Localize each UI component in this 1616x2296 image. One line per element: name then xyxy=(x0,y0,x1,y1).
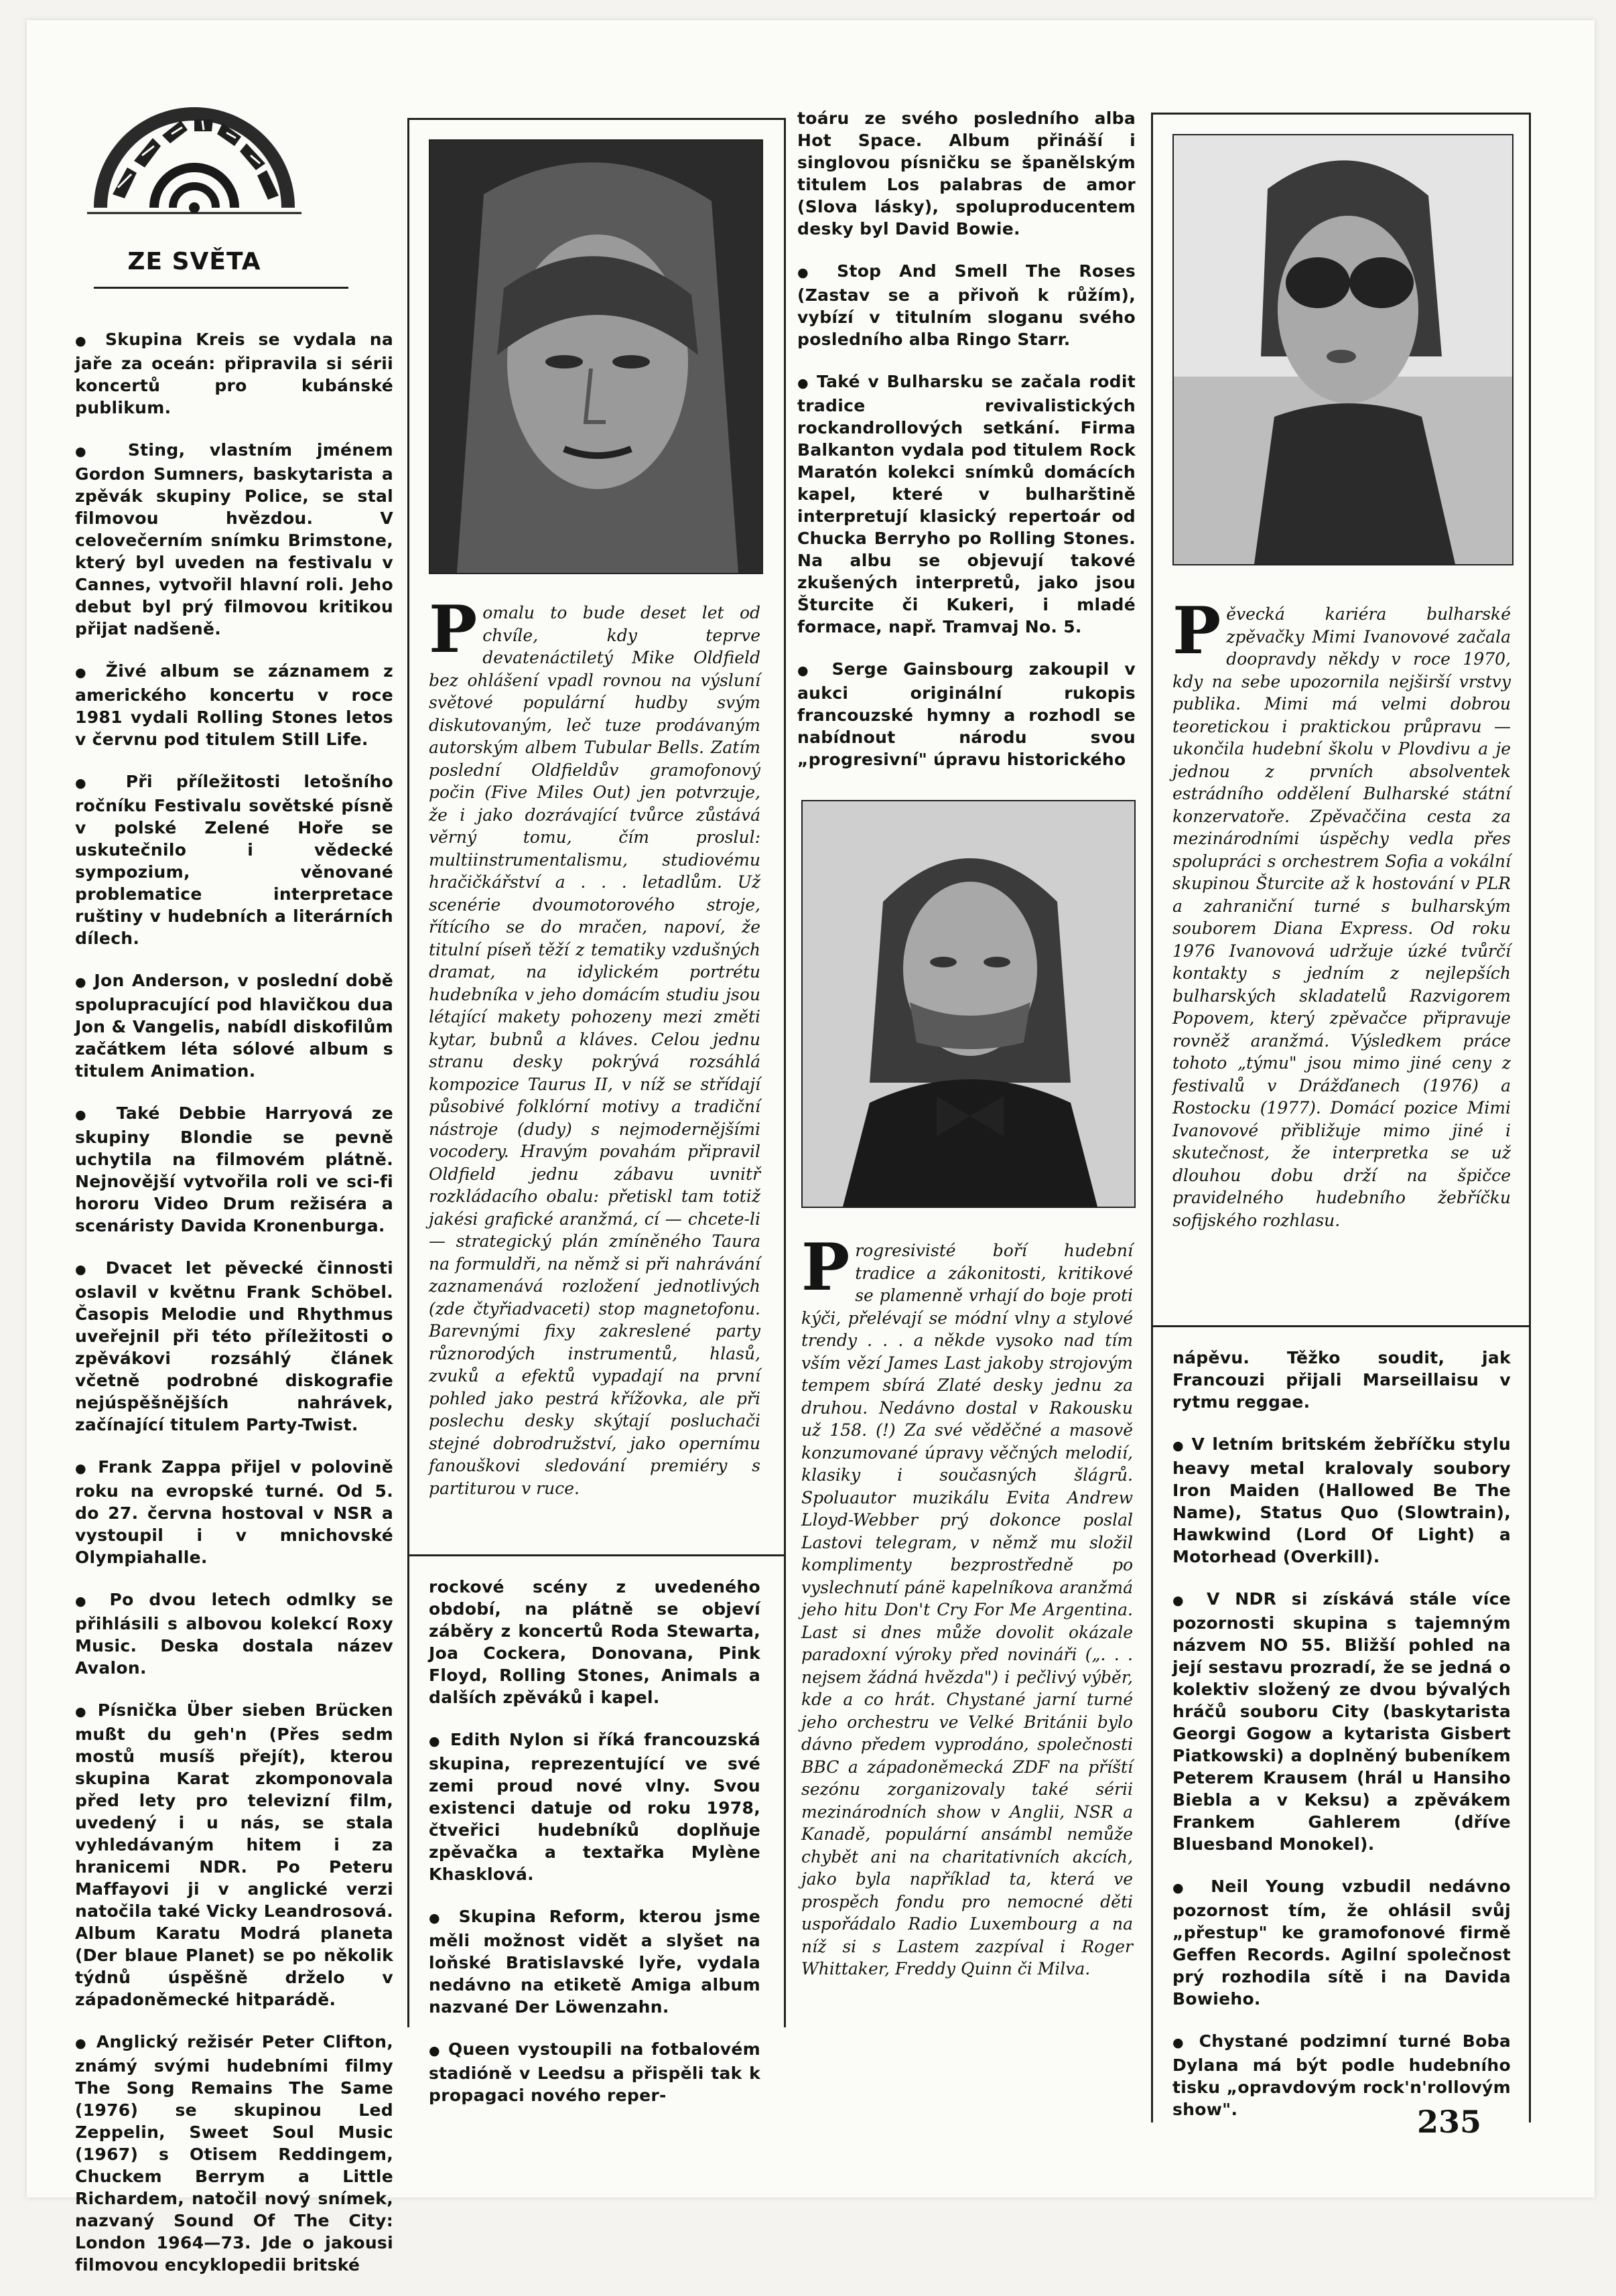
news-item: ● Živé album se záznamem z amerického koncertu v roce 1981 vydali Rolling Stones letos v červnu pod titulem Still Life. xyxy=(75,660,393,750)
feature-text: omalu to bude deset let od chvíle, kdy teprve devatenáctiletý Mike Oldfield bez ohlášení vpadl rovnou na výsluní světové populární hudby svým diskutovaným, leč tuze prodávaným autorským albem Tubular Bells. Zatím poslední Oldfieldův gramofonový počin (Five Miles Out) jen potvrzuje, že i jako dozrávající tvůrce zůstává věrný tomu, čím proslul: multiinstrumentalismu, studiovému hračičkářství a . . . letadlům. Už scenérie dvoumotorového stroje, řítícího se do mračen, napoví, že titulní píseň těží z tematiky vzdušných dramat, na idylickém portrétu hudebníka v jeho domácím studiu jsou létající makety pohozeny mezi změti kytar, bubnů a kláves. Celou jednu stranu desky pokrývá rozsáhlá kompozice Taurus II, v níž se střídají působivé folklórní motivy a tradiční nástroje (dudy) s nejmodernějšími vocodery. Hravým povahám připravil Oldfield jednu zábavu uvnitř rozkládacího obalu: přetiskl tam totiž jakési grafické aranžmá, cí — chcete-li — strategický plán zmíněného Taura na formuldři, na němž si při nahrávání zaznamenává rozložení jednotlivých (zde čtyřiadvaceti) stop magnetofonu. Barevnými fixy zakreslené party různorodých instrumentů, hlasů, zvuků a efektů vypadají na první pohled jako pestrá křížovka, ale při poslechu desky skýtají posluchači stejné dobrodružství, jako opernímu fanouškovi sledování premiéry s partiturou v ruce. xyxy=(429,603,760,1498)
column-rule xyxy=(407,118,409,2027)
news-item: ● Písnička Über sieben Brücken mußt du geh'n (Přes sedm mostů musíš přejít), kterou skupina Karat zkomponovala před lety pro televizní film, uvedený i u nás, se stala vyhledávaným hitem i za hranicemi NDR. Po Peteru Maffayovi ji v anglické verzi natočila také Vicky Leandrosová. Album Karatu Modrá planeta (Der blaue Planet) se po několik týdnů úspěšně drželo v západoněmecké hitparádě. xyxy=(75,1699,393,2011)
news-item: ● Neil Young vzbudil nedávno pozornost tím, že ohlásil svůj „přestup" ke gramofonové firmě Geffen Records. Agilní společnost prý rozhodila sítě i na Davida Bowieho. xyxy=(1172,1875,1511,2010)
column-rule xyxy=(784,118,786,2027)
news-item: rockové scény z uvedeného období, na plátně se objeví záběry z koncertů Roda Stewarta, Joa Cockera, Donovana, Pink Floyd, Rolling Stones, Animals a dalších zpěváků i kapel. xyxy=(429,1577,760,1707)
portrait-photo-mike-oldfield xyxy=(429,139,763,574)
section-title: ZE SVĚTA xyxy=(127,248,261,275)
news-item: ● Také v Bulharsku se začala rodit tradice revivalistických rockandrollových setkání. Firma Balkanton vydala pod titulem Rock Maratón kolekci snímků domácích kapel, které v bulharštině interpretují klasický repertoár od Chucka Berryho po Rolling Stones. Na albu se objevují takové zkušených interpretů, jako jsou Šturcite či Kukeri, i mladé formace, např. Tramvaj No. 5. xyxy=(797,370,1136,638)
news-item: ● Také Debbie Harryová ze skupiny Blondie se pevně uchytila na filmovém plátně. Nejnovější vytvořila roli ve sci-fi hororu Video Drum režiséra a scenáristy Davida Kronenburga. xyxy=(75,1102,393,1237)
news-column-2 xyxy=(429,1576,760,2126)
news-item: ● V NDR si získává stále více pozornosti skupina s tajemným názvem NO 55. Bližší pohled na její sestavu prozradí, že se jedná o kolektiv složený ze dvou bývalých hráčů souboru City (baskytarista Georgi Gogow a kytarista Gisbert Piatkowski) a doplněný bubeníkem Peterem Krausem (hrál u Hansiho Biebla a v Keksu) a zpěvákem Frankem Gahlerem (dříve Bluesband Monokel). xyxy=(1172,1588,1511,1855)
section-title-rule xyxy=(94,287,348,289)
news-item: ● Jon Anderson, v poslední době spolupracující pod hlavičkou dua Jon & Vangelis, nabídl diskofilům začátkem léta sólové album s titulem Animation. xyxy=(75,969,393,1082)
news-item: ● Anglický režisér Peter Clifton, známý svými hudebními filmy The Song Remains The Same (1976) se skupinou Led Zeppelin, Sweet Soul Music (1967) s Otisem Reddingem, Chuckem Berrym a Little Richardem, natočil nový snímek, nazvaný Sound Of The City: London 1964—73. Jde o jakousi filmovou encyklopedii britské xyxy=(75,2031,393,2276)
news-item: toáru ze svého posledního alba Hot Space. Album přináší i singlovou písničku se španělským titulem Los palabras de amor (Slova lásky), spoluproducentem desky byl David Bowie. xyxy=(797,109,1136,239)
news-item: ● Po dvou letech odmlky se přihlásili s albovou kolekcí Roxy Music. Deska dostala název Avalon. xyxy=(75,1589,393,1679)
feature-text: rogresivisté boří hudební tradice a zákonitosti, kritikové se plamenně vrhají do boje proti kýči, přelévají se módní vlny a stylové trendy . . . a někde vysoko nad tím vším vězí James Last jakoby strojovým tempem sbírá Zlaté desky jednu za druhou. Nedávno dostal v Rakousku už 158. (!) Za své věděčné a masově konzumované úpravy věčných melodií, klasiky i současných šlágrů. Spoluautor muzikálu Evita Andrew Lloyd-Webber prý dokonce poslal Lastovi telegram, v němž mu složil komplimenty bezprostředně po vyslechnutí pánë kapelníkova aranžmá jeho hitu Don't Cry For Me Argentina. Last si dnes může dovolit okázale paradoxní výroky před novináři („. . . nejsem žádná hvězda") i pečlivý výběr, kde a co hrát. Chystané jarní turné jeho orchestru ve Velké Británii bylo dávno předem vyprodáno, společnosti BBC a západoněmecká ZDF na příští sezónu zorganizovaly také sérii mezinárodních show v Anglii, NSR a Kanadě, populární ansámbl nemůže chybět ani na charitativních akcích, jako byla například ta, která ve prospěch fondu pro nemocné děti uspořádalo Radio Luxembourg a na níž si s Lastem zazpíval i Roger Whittaker, Freddy Quinn či Milva. xyxy=(801,1241,1133,1978)
feature-mike-oldfield xyxy=(429,592,760,1499)
dropcap: P xyxy=(429,592,478,667)
box-top-rule xyxy=(407,118,786,120)
column-rule xyxy=(1529,113,1531,2122)
portrait-photo-mimi-ivanovova xyxy=(1172,134,1513,565)
news-column-3 xyxy=(797,107,1136,791)
news-item: ● Edith Nylon si říká francouzská skupina, reprezentující ve své zemi proud nové vlny. Svou existenci datuje od roku 1978, čtveřici hudebníků doplňuje zpěvačka a textařka Mylène Khasklová. xyxy=(429,1729,760,1885)
box-bottom-rule xyxy=(1151,1325,1531,1327)
news-item: ● Skupina Reform, kterou jsme měli možnost vidět a slyšet na loňské Bratislavské lyře, vydala nedávno na etiketě Amiga album nazvané Der Löwenzahn. xyxy=(429,1905,760,2018)
news-item: ● Dvacet let pěvecké činnosti oslavil v květnu Frank Schöbel. Časopis Melodie und Rhythmus uveřejnil při této příležitosti o zpěvákovi rozsáhlý článek včetně podrobné diskografie nejúspěšnějších nahrávek, začínající titulem Party-Twist. xyxy=(75,1257,393,1436)
page-number: 235 xyxy=(1417,2104,1482,2140)
feature-mimi-ivanovova xyxy=(1172,593,1511,1231)
dropcap: P xyxy=(1172,593,1221,669)
news-column-1 xyxy=(75,328,393,2296)
box-bottom-rule xyxy=(407,1554,786,1556)
news-item: ● Serge Gainsbourg zakoupil v aukci originální rukopis francouzské hymny a rozhodl se nabídnout národu svou „progresivní" úpravu historického xyxy=(797,658,1136,770)
news-item: ● Sting, vlastním jménem Gordon Sumners, baskytarista a zpěvák skupiny Police, se stal filmovou hvězdou. V celovečerním snímku Brimstone, který byl uveden na festivalu v Cannes, vytvořil hlavní roli. Jeho debut byl prý filmovou kritikou přijat nadšeně. xyxy=(75,439,393,640)
portrait-photo-james-last xyxy=(801,800,1136,1208)
dropcap: P xyxy=(801,1229,850,1305)
column-rule xyxy=(1151,113,1153,2122)
box-top-rule xyxy=(1151,113,1531,115)
news-column-4 xyxy=(1172,1347,1511,2141)
news-item: ● Při příležitosti letošního ročníku Festivalu sovětské písně v polské Zelené Hoře se uskutečnilo i vědecké sympozium, věnované problematice interpretace ruštiny v hudebních a literárních dílech. xyxy=(75,770,393,949)
news-item: ● Stop And Smell The Roses (Zastav se a přivoň k růžím), vybízí v titulním sloganu svého posledního alba Ringo Starr. xyxy=(797,260,1136,350)
news-item: ● Queen vystoupili na fotbalovém stadióně v Leedsu a přispěli tak k propagaci nového reper- xyxy=(429,2038,760,2106)
news-item: ● Skupina Kreis se vydala na jaře za oceán: připravila si sérii koncertů pro kubánské publikum. xyxy=(75,328,393,419)
news-item: ● Chystané podzimní turné Boba Dylana má být podle hudebního tisku „opravdovým rock'n'rollovým show". xyxy=(1172,2030,1511,2120)
feature-james-last xyxy=(801,1229,1133,1980)
news-item: ● V letním britském žebříčku stylu heavy metal kralovaly soubory Iron Maiden (Hallowed Be The Name), Status Quo (Slowtrain), Hawkwind (Lord Of Light) a Motorhead (Overkill). xyxy=(1172,1433,1511,1568)
feature-text: ěvecká kariéra bulharské zpěvačky Mimi Ivanovové začala doopravdy někdy v roce 1970, kdy na sebe upozornila nejširší vrstvy publika. Mimi má velmi dobrou teoretickou i praktickou průpravu — ukončila hudební školu v Plovdivu a je jednou z prvních absolventek estrádního oddělení Bulharské státní konzervatoře. Zpěvaččina cesta za mezinárodními úspěchy vedla přes spolupráci s orchestrem Sofia a vokální skupinou Šturcite až k hostování v PLR a zahraniční turné s bulharským souborem Diana Express. Od roku 1976 Ivanovová udržuje úzké tvůrčí kontakty s jedním z nejlepších bulharských skladatelů Razvigorem Popovem, který zpěvačce připravuje rovněž aranžmá. Výsledkem práce tohoto „týmu" jsou mimo jiné ceny z festivalů v Drážďanech (1976) a Rostocku (1977). Domácí pozice Mimi Ivanovové přibližuje mimo jiné i skutečnost, že interpretka se už dlouhou dobu drží na špičce pravidelného hudebního žebříčku sofijského rozhlasu. xyxy=(1172,604,1511,1230)
section-logo xyxy=(80,94,308,241)
news-item: ● Frank Zappa přijel v polovině roku na evropské turné. Od 5. do 27. června hostoval v NSR a vystoupil i v mnichovské Olympiahalle. xyxy=(75,1456,393,1568)
news-item: nápěvu. Těžko soudit, jak Francouzi přijali Marseillaisu v rytmu reggae. xyxy=(1172,1348,1511,1412)
